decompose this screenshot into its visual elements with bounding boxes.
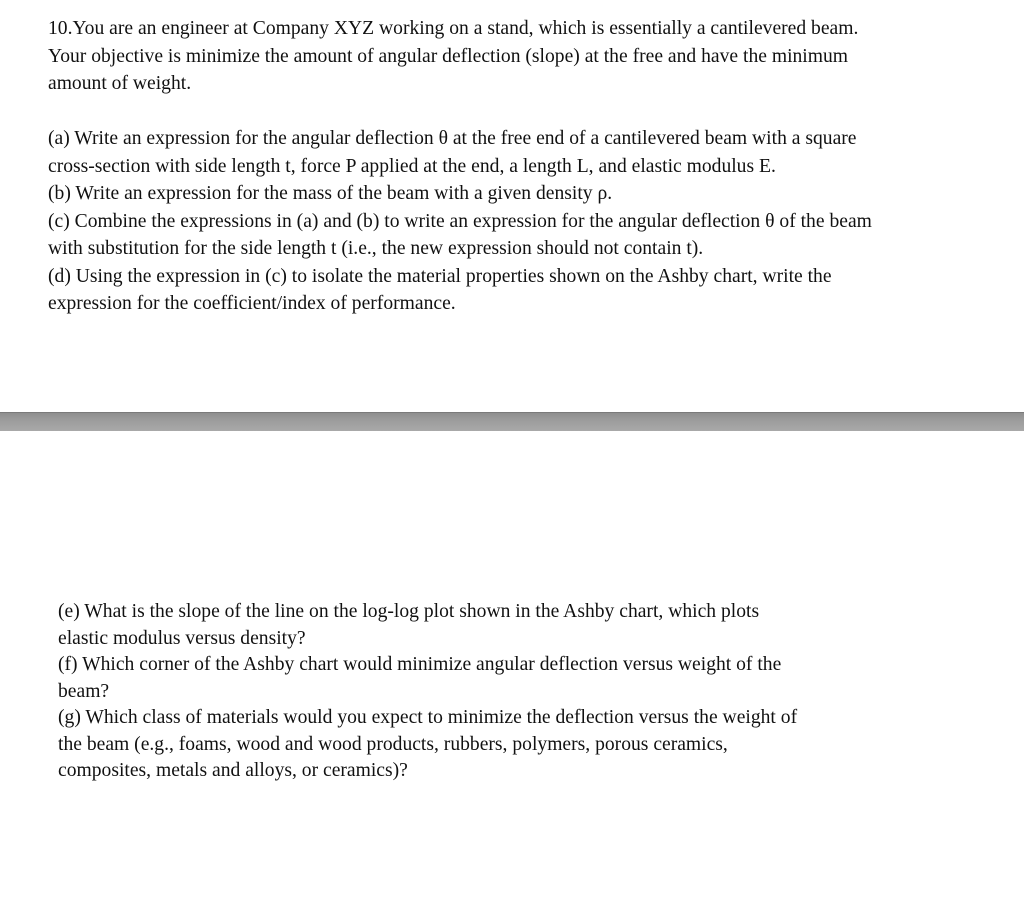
part-g-line-1: (g) Which class of materials would you expect to minimize the deflection versus the weight of — [58, 707, 798, 728]
intro-line: 10.You are an engineer at Company XYZ working on a stand, which is essentially a cantilevered beam. — [48, 18, 859, 39]
part-a-line-2: cross-section with side length t, force P applied at the end, a length L, and elastic modulus E. — [48, 155, 776, 177]
part-c-line-2: with substitution for the side length t (i.e., the new expression should not contain t). — [48, 238, 704, 259]
part-g-line-3: composites, metals and alloys, or ceramics)? — [58, 760, 408, 781]
part-b-line: (b) Write an expression for the mass of the beam with a given density ρ. — [48, 183, 613, 204]
part-d-line-1: (d) Using the expression in (c) to isolate the material properties shown on the Ashby chart, write the — [48, 265, 832, 287]
question-parts-e-to-g — [58, 599, 797, 785]
part-g-line-2: the beam (e.g., foams, wood and wood products, rubbers, polymers, porous ceramics, — [58, 733, 728, 755]
part-f-line-1: (f) Which corner of the Ashby chart would minimize angular deflection versus weight of the — [58, 654, 782, 675]
question-intro — [48, 15, 858, 98]
part-f-line-2: beam? — [58, 680, 110, 702]
intro-line: Your objective is minimize the amount of angular deflection (slope) at the free and have the minimum — [48, 45, 849, 67]
part-d-line-2: expression for the coefficient/index of performance. — [48, 293, 456, 314]
part-e-line-1: (e) What is the slope of the line on the log-log plot shown in the Ashby chart, which plots — [58, 601, 760, 622]
page-divider — [0, 412, 1024, 431]
part-c-line-1: (c) Combine the expressions in (a) and (b) to write an expression for the angular deflection θ of the beam — [48, 210, 872, 232]
intro-line: amount of weight. — [48, 73, 192, 94]
part-e-line-2: elastic modulus versus density? — [58, 627, 306, 649]
question-parts-a-to-d — [48, 125, 872, 318]
part-a-line-1: (a) Write an expression for the angular deflection θ at the free end of a cantilevered beam with a square — [48, 128, 857, 149]
